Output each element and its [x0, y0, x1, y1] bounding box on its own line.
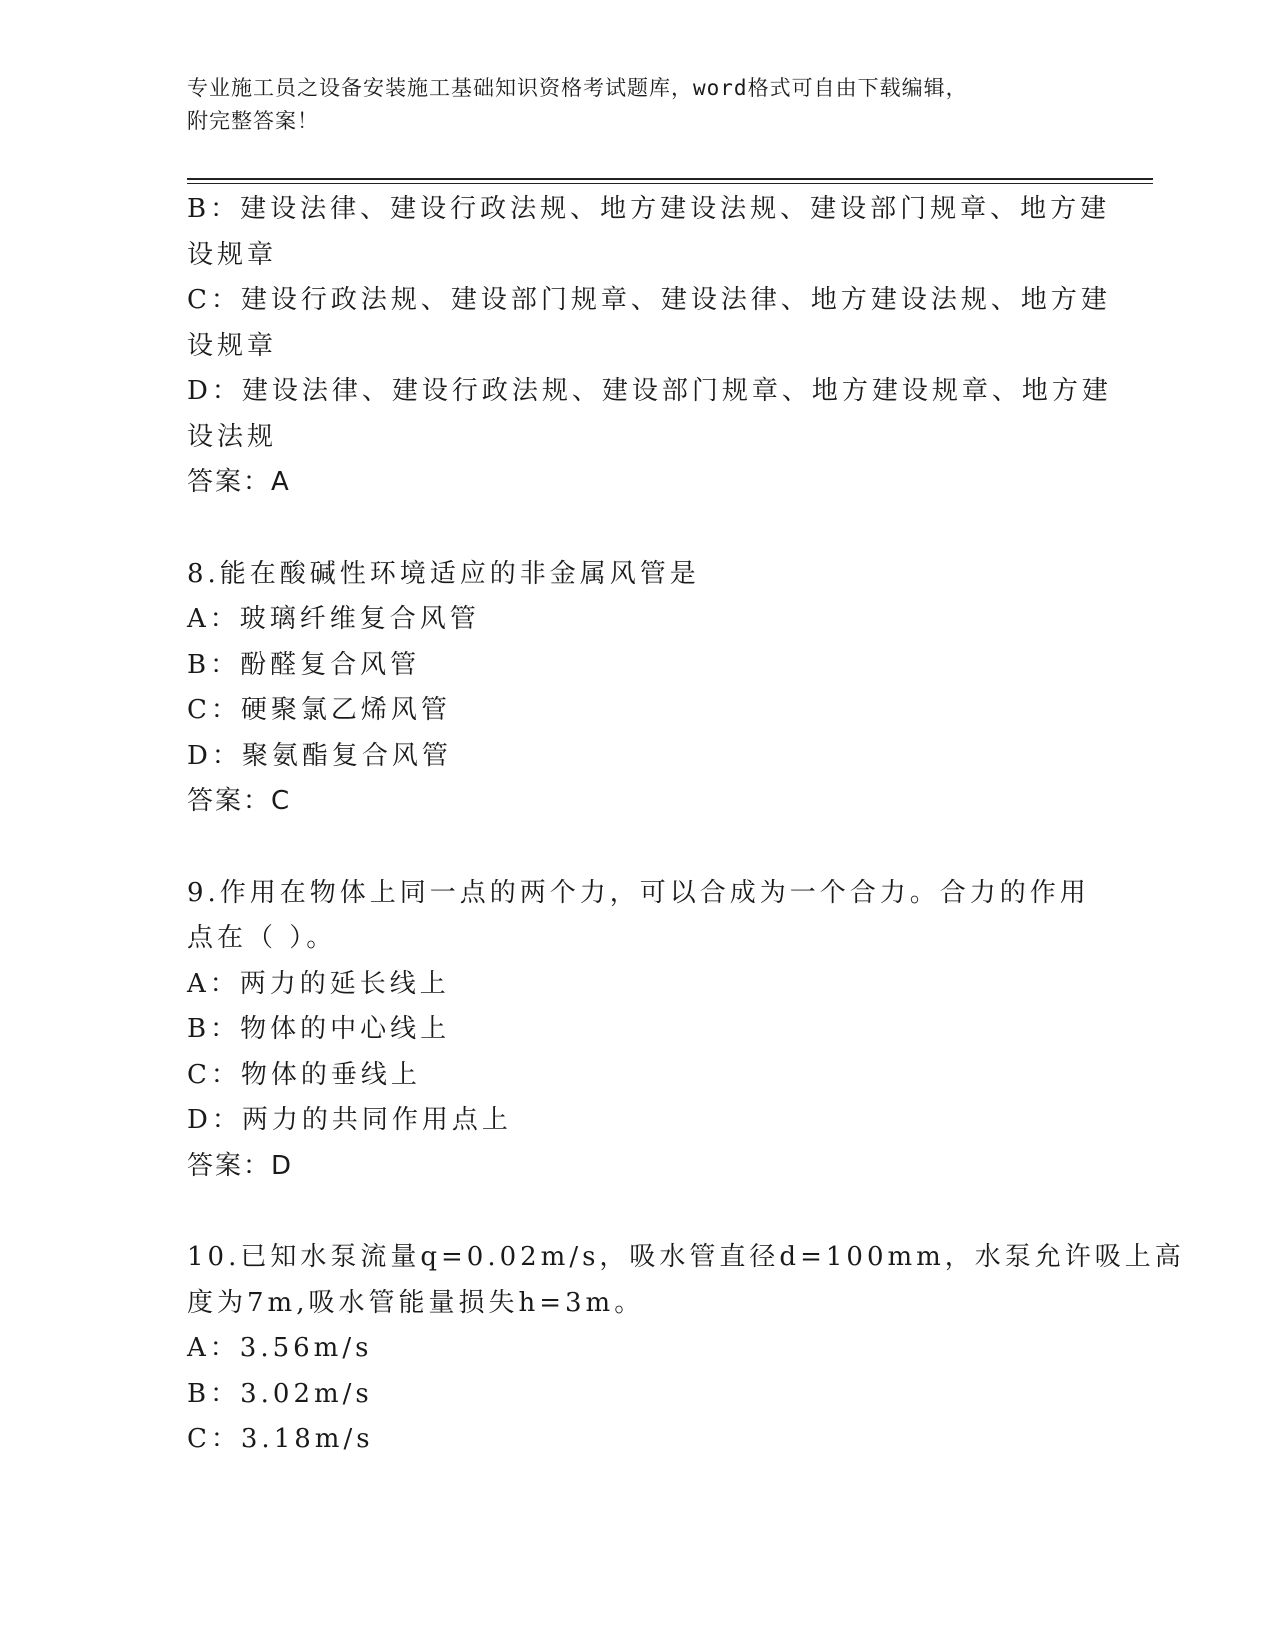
- question-10: [187, 1235, 1185, 1463]
- spacer: [187, 825, 1077, 871]
- q9-answer: 答案：D: [187, 1150, 294, 1181]
- q8-option-a: A：玻璃纤维复合风管: [187, 604, 480, 634]
- question-7: [187, 187, 1112, 506]
- spacer: [187, 1189, 1077, 1235]
- q8-option-b: B：酚醛复合风管: [187, 649, 421, 680]
- q7-option-b-line-2: 设规章: [187, 239, 278, 270]
- q10-option-b: B：3.02m/s: [187, 1378, 373, 1409]
- q9-option-c: C：物体的垂线上: [187, 1059, 421, 1090]
- q8-option-d: D：聚氨酯复合风管: [187, 740, 452, 771]
- q8-answer: 答案：C: [187, 786, 292, 816]
- question-content: [187, 187, 1185, 1463]
- q7-option-c-line-2: 设规章: [187, 330, 278, 361]
- q9-question-line-1: 9.作用在物体上同一点的两个力，可以合成为一个合力。合力的作用: [187, 877, 1090, 908]
- q9-option-b: B：物体的中心线上: [187, 1014, 451, 1044]
- q9-option-a: A：两力的延长线上: [187, 968, 450, 999]
- header-line-1: 专业施工员之设备安装施工基础知识资格考试题库，word格式可自由下载编辑，: [187, 76, 968, 100]
- q10-option-a: A：3.56m/s: [187, 1333, 373, 1363]
- q7-answer: 答案：A: [187, 467, 291, 497]
- q10-option-c: C：3.18m/s: [187, 1424, 374, 1454]
- q7-option-d-line-2: 设法规: [187, 421, 278, 452]
- q10-question-line-2: 度为7m,吸水管能量损失h=3m。: [187, 1287, 645, 1318]
- spacer: [187, 506, 1077, 552]
- header-divider-thin: [187, 183, 1153, 184]
- q7-option-c-line-1: C：建设行政法规、建设部门规章、建设法律、地方建设法规、地方建: [187, 285, 1111, 315]
- q10-question-line-1: 10.已知水泵流量q=0.02m/s，吸水管直径d=100mm，水泵允许吸上高: [187, 1242, 1185, 1272]
- header-divider-thick: [187, 178, 1153, 180]
- question-8: [187, 552, 1077, 825]
- question-9: [187, 871, 1090, 1190]
- q8-question: 8.能在酸碱性环境适应的非金属风管是: [187, 558, 700, 589]
- q7-option-d-line-1: D：建设法律、建设行政法规、建设部门规章、地方建设规章、地方建: [187, 376, 1112, 406]
- header-line-2: 附完整答案！: [187, 109, 319, 133]
- q9-question-line-2: 点在（ ）。: [187, 923, 337, 953]
- q9-option-d: D：两力的共同作用点上: [187, 1105, 512, 1135]
- q8-option-c: C：硬聚氯乙烯风管: [187, 695, 451, 725]
- document-header: [187, 72, 1067, 138]
- q7-option-b-line-1: B：建设法律、建设行政法规、地方建设法规、建设部门规章、地方建: [187, 194, 1111, 224]
